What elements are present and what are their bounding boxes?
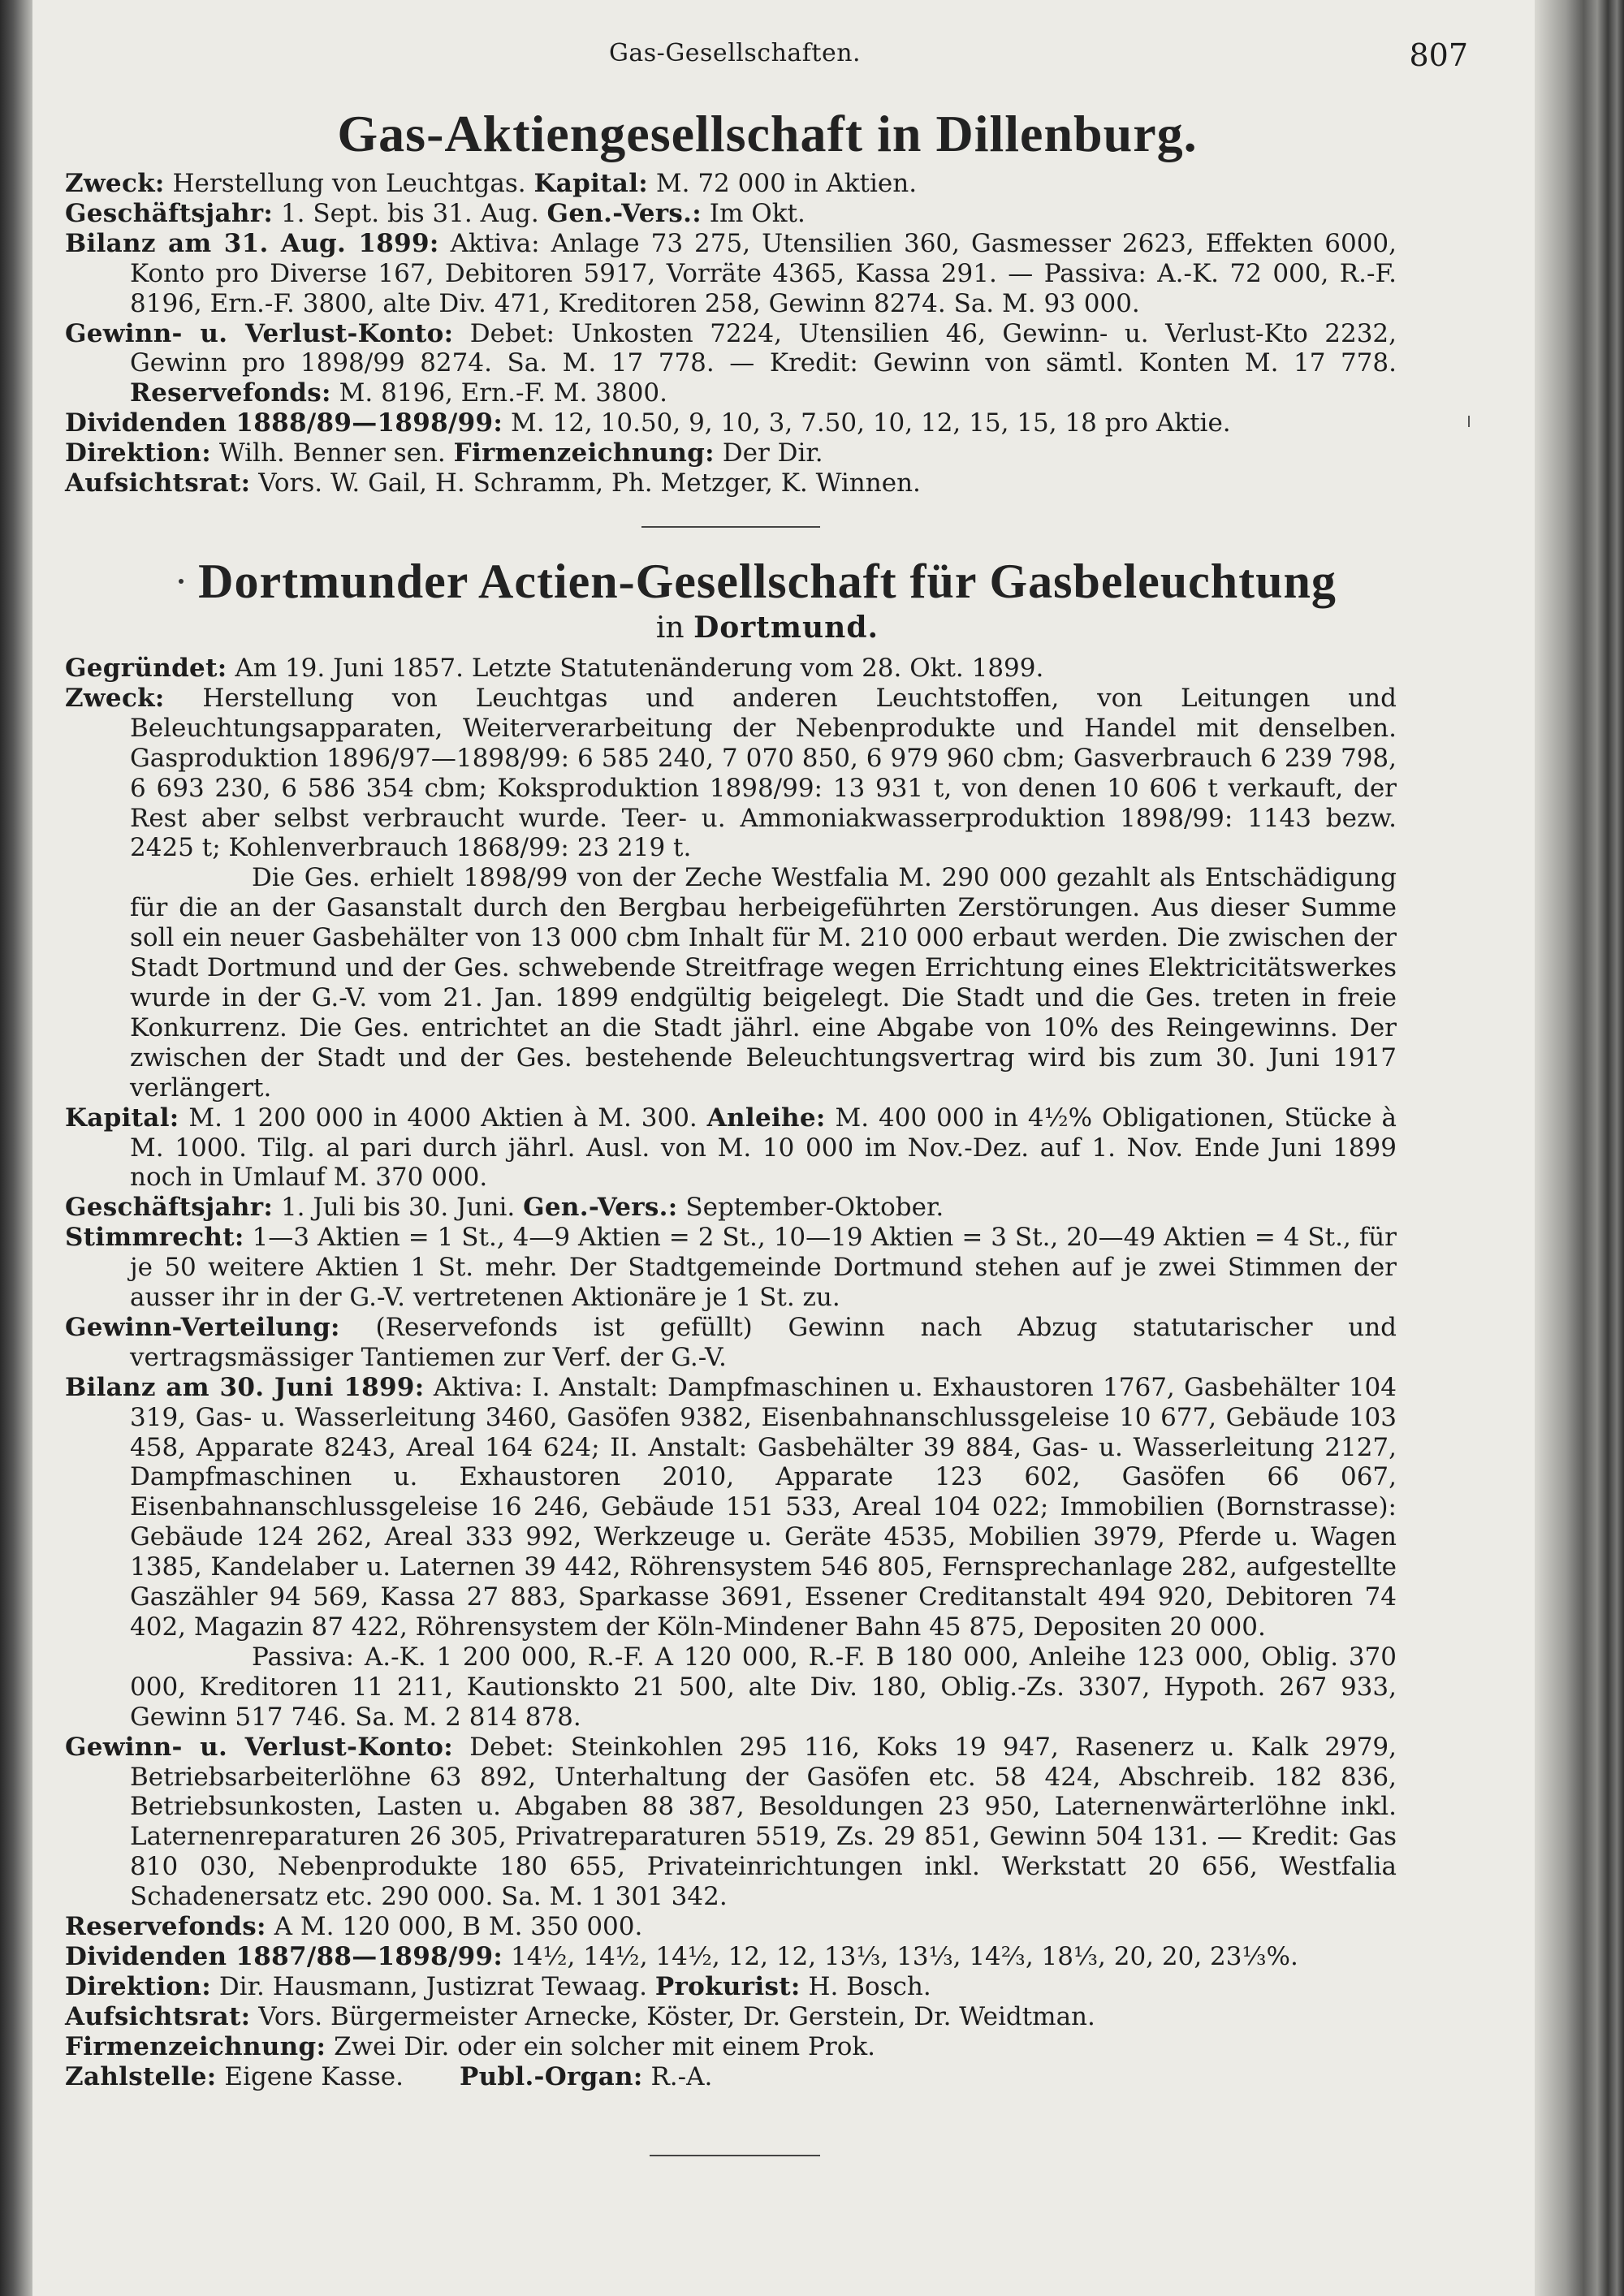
running-title: Gas-Gesellschaften. [608,39,862,67]
company-title-dillenburg: Gas-Aktiengesellschaft in Dillenburg. [337,105,1198,162]
entry-dividenden: Dividenden 1887/88—1898/99: 14½, 14½, 14½, 12, 12, 13⅓, 13⅓, 14⅔, 18⅓, 20, 20, 23⅓%. [65,1941,1298,1971]
company-entries-dillenburg [65,169,1397,498]
scan-edge-left [0,0,32,2296]
section-divider-bottom [650,2155,820,2156]
page-number: 807 [1409,37,1468,73]
entry-aufsichtsrat: Aufsichtsrat: Vors. W. Gail, H. Schramm, Ph. Metzger, K. Winnen. [65,468,921,498]
entry-reservefonds: Reservefonds: A M. 120 000, B M. 350 000. [65,1912,643,1942]
paragraph-passiva: Passiva: A.-K. 1 200 000, R.-F. A 120 000, R.-F. B 180 000, Anleihe 123 000, Oblig. 370 000, Kreditoren 11 211, Kautionskto 21 500, alte Div. 180, Oblig.-Zs. 3307, Hypoth. 267 933, Gewinn 517 746. Sa. M. 2 814 878. [130,1642,1397,1732]
entry-gewinn-verlust: Gewinn- u. Verlust-Konto: Debet: Steinkohlen 295 116, Koks 19 947, Rasenerz u. Kalk 2979, Betriebsarbeiterlöhne 63 892, Unterhaltung der Gasöfen etc. 58 424, Abschreib. 182 836, Betriebsunkosten, Lasten u. Abgaben 88 387, Besoldungen 23 950, Laternenwärterlöhne inkl. Laternenreparaturen 26 305, Privatreparaturen 5519, Zs. 29 851, Gewinn 504 131. — Kredit: Gas 810 030, Nebenprodukte 180 655, Privateinrichtungen inkl. Werkstatt 20 656, Westfalia Schadenersatz etc. 290 000. Sa. M. 1 301 342. [65,1732,1397,1912]
section-divider [641,526,820,528]
company-subtitle-dortmund: in Dortmund. [655,611,879,645]
entry-geschaeftsjahr: Geschäftsjahr: 1. Juli bis 30. Juni. Gen.-Vers.: September-Oktober. [65,1193,944,1223]
entry-kapital: Kapital: M. 1 200 000 in 4000 Aktien à M. 300. Anleihe: M. 400 000 in 4½% Obligationen, Stücke à M. 1000. Tilg. al pari durch jährl. Ausl. von M. 10 000 im Nov.-Dez. auf 1. Nov. Ende Juni 1899 noch in Umlauf M. 370 000. [65,1103,1397,1193]
entry-aufsichtsrat: Aufsichtsrat: Vors. Bürgermeister Arnecke, Köster, Dr. Gerstein, Dr. Weidtman. [65,2001,1095,2031]
entry-direktion: Direktion: Dir. Hausmann, Justizrat Tewaag. Prokurist: H. Bosch. [65,1971,931,2001]
entry-gegruendet: Gegründet: Am 19. Juni 1857. Letzte Statutenänderung vom 28. Okt. 1899. [65,654,1044,683]
entry-zweck: Zweck: Herstellung von Leuchtgas. Kapital: M. 72 000 in Aktien. [65,169,918,198]
entry-geschaeftsjahr: Geschäftsjahr: 1. Sept. bis 31. Aug. Gen.-Vers.: Im Okt. [65,198,806,228]
entry-zweck: Zweck: Herstellung von Leuchtgas und anderen Leuchtstoffen, von Leitungen und Beleuchtungsapparaten, Weiterverarbeitung der Nebenprodukte und Handel mit denselben. Gasproduktion 1896/97—1898/99: 6 585 240, 7 070 850, 6 979 960 cbm; Gasverbrauch 6 239 798, 6 693 230, 6 586 354 cbm; Koksproduktion 1898/99: 13 931 t, von denen 10 606 t verkauft, der Rest aber selbst verbraucht wurde. Teer- u. Ammoniakwasserproduktion 1898/99: 1143 bezw. 2425 t; Kohlenverbrauch 1868/99: 23 219 t. [65,683,1397,863]
book-fore-edge [1535,0,1624,2296]
entry-bilanz: Bilanz am 31. Aug. 1899: Aktiva: Anlage 73 275, Utensilien 360, Gasmesser 2623, Effekten 6000, Konto pro Diverse 167, Debitoren 5917, Vorräte 4365, Kassa 291. — Passiva: A.-K. 72 000, R.-F. 8196, Ern.-F. 3800, alte Div. 471, Kreditoren 258, Gewinn 8274. Sa. M. 93 000. [65,228,1397,318]
paragraph-entschaedigung: Die Ges. erhielt 1898/99 von der Zeche Westfalia M. 290 000 gezahlt als Entschädigung für die an der Gasanstalt durch den Bergbau herbeigeführten Zerstörungen. Aus dieser Summe soll ein neuer Gasbehälter von 13 000 cbm Inhalt für M. 210 000 erbaut werden. Die zwischen der Stadt Dortmund und der Ges. schwebende Streitfrage wegen Errichtung eines Elektricitätswerkes wurde in der G.-V. vom 21. Jan. 1899 endgültig beigelegt. Die Stadt und die Ges. treten in freie Konkurrenz. Die Ges. entrichtet an die Stadt jährl. eine Abgabe von 10% des Reingewinns. Der zwischen der Stadt und der Ges. bestehende Beleuchtungsvertrag wird bis zum 30. Juni 1917 verlängert. [130,863,1397,1103]
entry-gewinn-verlust: Gewinn- u. Verlust-Konto: Debet: Unkosten 7224, Utensilien 46, Gewinn- u. Verlust-Kto 2232, Gewinn pro 1898/99 8274. Sa. M. 17 778. — Kredit: Gewinn von sämtl. Konten M. 17 778. Reservefonds: M. 8196, Ern.-F. M. 3800. [65,318,1397,408]
entry-stimmrecht: Stimmrecht: 1—3 Aktien = 1 St., 4—9 Aktien = 2 St., 10—19 Aktien = 3 St., 20—49 Aktien = 4 St., für je 50 weitere Aktien 1 St. mehr. Der Stadtgemeinde Dortmund stehen auf je zwei Stimmen der ausser ihr in der G.-V. vertretenen Aktionäre je 1 St. zu. [65,1223,1397,1313]
entry-firmenzeichnung: Firmenzeichnung: Zwei Dir. oder ein solcher mit einem Prok. [65,2031,876,2061]
entry-direktion: Direktion: Wilh. Benner sen. Firmenzeichnung: Der Dir. [65,438,823,468]
margin-mark [1468,416,1470,427]
entry-dividenden: Dividenden 1888/89—1898/99: M. 12, 10.50, 9, 10, 3, 7.50, 10, 12, 15, 15, 18 pro Aktie. [65,408,1231,438]
company-entries-dortmund [65,654,1397,2092]
entry-zahlstelle: Zahlstelle: Eigene Kasse. Publ.-Organ: R.-A. [65,2061,713,2091]
running-header [65,37,1468,75]
entry-gewinn-verteilung: Gewinn-Verteilung: (Reservefonds ist gefüllt) Gewinn nach Abzug statutarischer und vertragsmässiger Tantiemen zur Verf. der G.-V. [65,1312,1397,1372]
company-title-dortmund: Dortmunder Actien-Gesellschaft für Gasbeleuchtung [198,555,1337,608]
entry-bilanz: Bilanz am 30. Juni 1899: Aktiva: I. Anstalt: Dampfmaschinen u. Exhaustoren 1767, Gasbehälter 104 319, Gas- u. Wasserleitung 3460, Gasöfen 9382, Eisenbahnanschlussgeleise 10 677, Gebäude 103 458, Apparate 8243, Areal 164 624; II. Anstalt: Gasbehälter 39 884, Gas- u. Wasserleitung 2127, Dampfmaschinen u. Exhaustoren 2010, Apparate 123 602, Gasöfen 66 067, Eisenbahnanschlussgeleise 16 246, Gebäude 151 533, Areal 104 022; Immobilien (Bornstrasse): Gebäude 124 262, Areal 333 992, Werkzeuge u. Geräte 4535, Mobilien 3979, Pferde u. Wagen 1385, Kandelaber u. Laternen 39 442, Röhrensystem 546 805, Fernsprechanlage 282, aufgestellte Gaszähler 94 569, Kassa 27 883, Sparkasse 3691, Essener Creditanstalt 494 920, Debitoren 74 402, Magazin 87 422, Röhrensystem der Köln-Mindener Bahn 45 875, Depositen 20 000. [65,1372,1397,1642]
